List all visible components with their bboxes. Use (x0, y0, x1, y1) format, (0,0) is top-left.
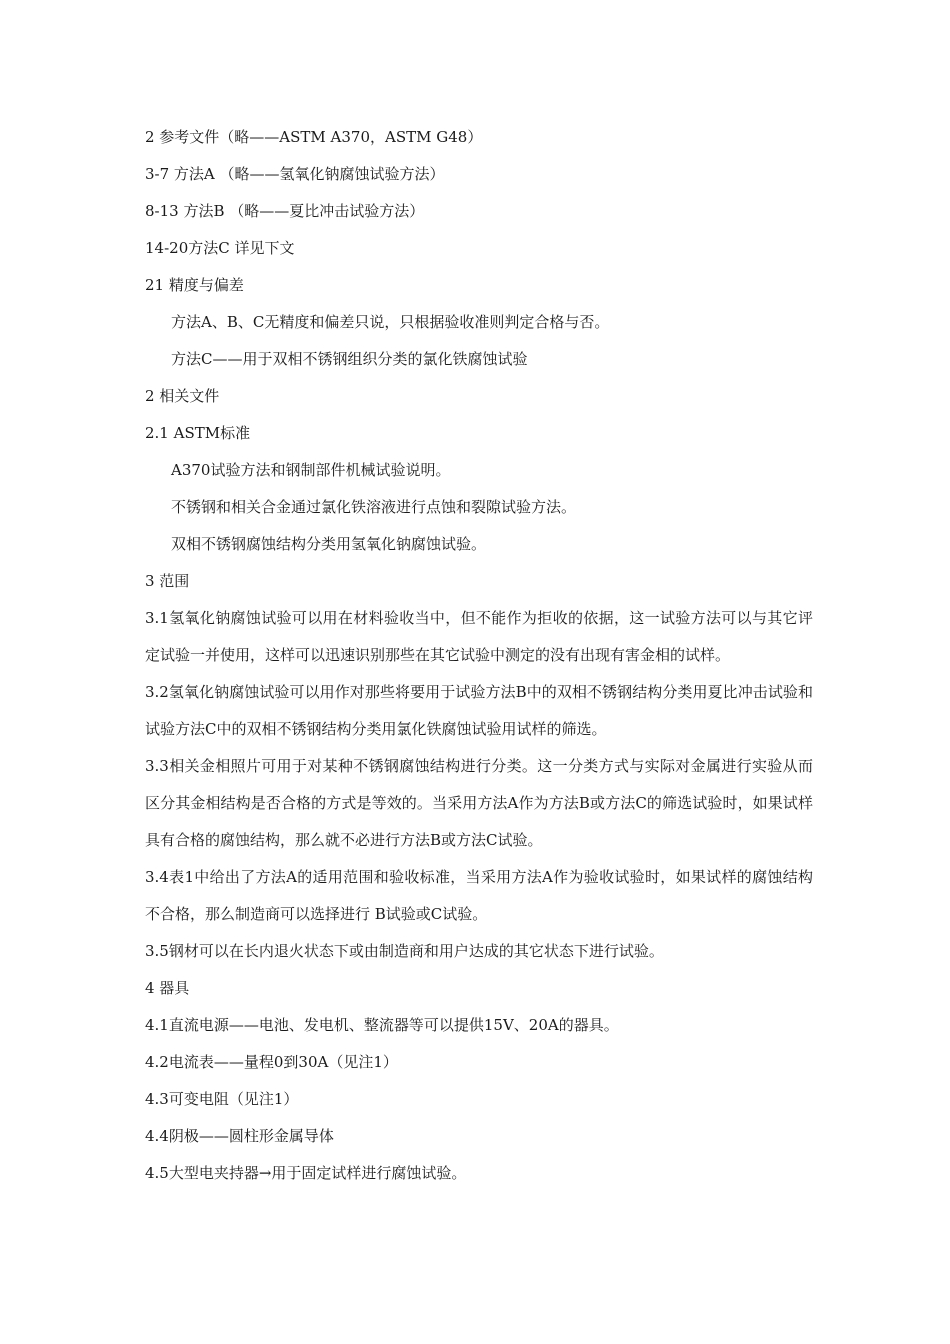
section-heading-precision: 21 精度与偏差 (145, 276, 244, 294)
astm-item: 不锈钢和相关合金通过氯化铁溶液进行点蚀和裂隙试验方法。 (171, 498, 577, 516)
scope-paragraph: 3.3相关金相照片可用于对某种不锈钢腐蚀结构进行分类。这一分类方式与实际对金属进行实验从而区分其金相结构是否合格的方式是等效的。当采用方法A作为方法B或方法C的筛选试验时，如果试样具有合格的腐蚀结构，那么就不必进行方法B或方法C试验。 (145, 757, 813, 849)
astm-item: A370试验方法和钢制部件机械试验说明。 (171, 461, 451, 479)
apparatus-item: 4.4阴极——圆柱形金属导体 (145, 1127, 334, 1145)
apparatus-item: 4.2电流表——量程0到30A（见注1） (145, 1053, 398, 1071)
astm-item: 双相不锈钢腐蚀结构分类用氢氧化钠腐蚀试验。 (171, 535, 487, 553)
subsection-heading-astm: 2.1 ASTM标准 (145, 424, 251, 442)
precision-text: 方法A、B、C无精度和偏差只说，只根据验收准则判定合格与否。 (171, 313, 610, 331)
section-heading-apparatus: 4 器具 (145, 979, 190, 997)
section-heading-method-c: 14-20方法C 详见下文 (145, 239, 295, 257)
section-heading-method-b: 8-13 方法B （略——夏比冲击试验方法） (145, 202, 425, 220)
scope-paragraph: 3.2氢氧化钠腐蚀试验可以用作对那些将要用于试验方法B中的双相不锈钢结构分类用夏比冲击试验和试验方法C中的双相不锈钢结构分类用氯化铁腐蚀试验用试样的筛选。 (145, 683, 813, 738)
section-heading-method-a: 3-7 方法A （略——氢氧化钠腐蚀试验方法） (145, 165, 445, 183)
method-c-title: 方法C——用于双相不锈钢组织分类的氯化铁腐蚀试验 (171, 350, 528, 368)
section-heading-scope: 3 范围 (145, 572, 190, 590)
section-heading-references: 2 参考文件（略——ASTM A370，ASTM G48） (145, 128, 483, 146)
scope-paragraph: 3.1氢氧化钠腐蚀试验可以用在材料验收当中，但不能作为拒收的依据，这一试验方法可以与其它评定试验一并使用，这样可以迅速识别那些在其它试验中测定的没有出现有害金相的试样。 (145, 609, 813, 664)
apparatus-item: 4.3可变电阻（见注1） (145, 1090, 299, 1108)
section-heading-related-docs: 2 相关文件 (145, 387, 220, 405)
apparatus-item: 4.5大型电夹持器→用于固定试样进行腐蚀试验。 (145, 1164, 467, 1182)
scope-paragraph: 3.4表1中给出了方法A的适用范围和验收标准，当采用方法A作为验收试验时，如果试样的腐蚀结构不合格，那么制造商可以选择进行 B试验或C试验。 (145, 868, 813, 923)
apparatus-item: 4.1直流电源——电池、发电机、整流器等可以提供15V、20A的器具。 (145, 1016, 619, 1034)
document-body (145, 119, 813, 1192)
scope-paragraph: 3.5钢材可以在长内退火状态下或由制造商和用户达成的其它状态下进行试验。 (145, 942, 664, 960)
